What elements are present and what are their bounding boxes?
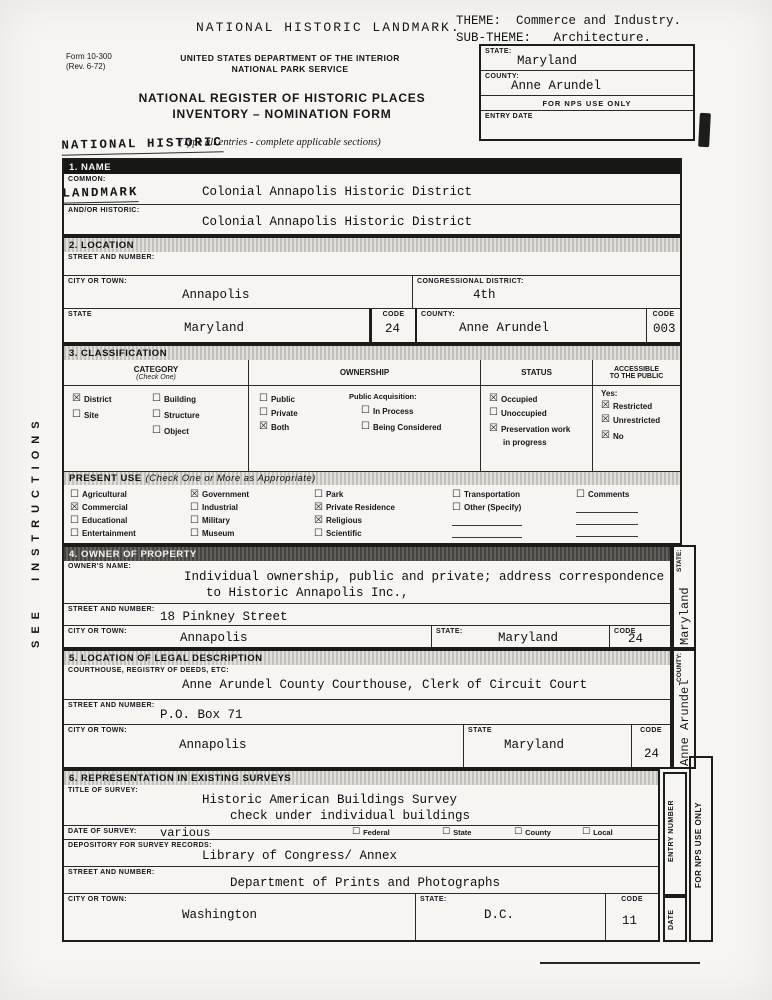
checkbox-being-considered[interactable]: [361, 422, 441, 432]
present-use-header: [64, 472, 680, 485]
section-2-header: 2. LOCATION: [64, 238, 680, 252]
owner-state-value: Maryland: [498, 631, 559, 645]
date-strip-label: DATE: [668, 909, 675, 930]
checkbox-icon: ☐: [514, 827, 523, 837]
congressional-district-label: CONGRESSIONAL DISTRICT:: [417, 278, 524, 285]
checkbox-label: District: [83, 394, 112, 404]
courthouse-label: COURTHOUSE, REGISTRY OF DEEDS, ETC:: [68, 667, 230, 674]
legal-street-value: P.O. Box 71: [160, 708, 243, 722]
checkbox-icon: ☐: [314, 488, 323, 500]
date-strip: [663, 896, 687, 942]
owner-code-label: CODE: [614, 628, 636, 635]
checkbox-label: Being Considered: [372, 422, 442, 432]
dept-line-2: NATIONAL PARK SERVICE: [231, 63, 349, 74]
owner-city-value: Annapolis: [180, 631, 248, 645]
common-name-value: Colonial Annapolis Historic District: [202, 185, 473, 199]
checkbox-icon: ☐: [72, 409, 81, 420]
checkbox-museum[interactable]: [190, 527, 249, 540]
survey-title-label: TITLE OF SURVEY:: [68, 787, 138, 794]
stamp-line-2: LANDMARK: [62, 185, 138, 203]
section-4-header: 4. OWNER OF PROPERTY: [64, 547, 670, 561]
state-county-box: [479, 44, 695, 141]
checkbox-icon: ☐: [489, 407, 498, 418]
checkbox-unoccupied[interactable]: [489, 408, 547, 418]
checkbox-district[interactable]: [72, 394, 112, 404]
accessible-header-1: ACCESSIBLE: [613, 365, 660, 373]
form-number-block: [66, 52, 112, 73]
checkbox-label: Building: [163, 394, 196, 404]
checkbox-label: Military: [201, 516, 230, 525]
survey-city-value: Washington: [182, 908, 258, 922]
owner-name-label: OWNER'S NAME:: [68, 563, 132, 570]
statebox-county-label: COUNTY:: [485, 73, 520, 80]
checkbox-icon: ☒: [259, 421, 268, 432]
section-1-header: 1. NAME: [64, 160, 680, 174]
status-header: STATUS: [521, 368, 552, 377]
checkbox-restricted[interactable]: [601, 401, 652, 411]
checkbox-icon: ☒: [601, 400, 610, 411]
checkbox-icon: ☐: [70, 514, 79, 526]
checkbox-label: In Process: [372, 406, 414, 416]
courthouse-value: Anne Arundel County Courthouse, Clerk of Circuit Court: [182, 678, 588, 692]
checkbox-label: Other (Specify): [463, 503, 522, 512]
owner-street-label: STREET AND NUMBER:: [68, 606, 155, 613]
checkbox-religious[interactable]: [314, 514, 395, 527]
subtheme-line: SUB-THEME: Architecture.: [456, 31, 652, 45]
legal-state-label: STATE: [468, 727, 492, 734]
section-5-header: 5. LOCATION OF LEGAL DESCRIPTION: [64, 651, 670, 665]
checkbox-building[interactable]: [152, 394, 196, 404]
survey-title-line-1: Historic American Buildings Survey: [202, 793, 458, 807]
owner-name-line-1: Individual ownership, public and private; address correspondence: [184, 570, 665, 584]
survey-state-label: STATE:: [420, 896, 447, 903]
section-3-header: 3. CLASSIFICATION: [64, 346, 680, 360]
checkbox-icon: ☐: [152, 409, 161, 420]
checkbox-in-process[interactable]: [361, 406, 413, 416]
public-acquisition-label: Public Acquisition:: [349, 392, 417, 401]
section-5-legal: [62, 649, 672, 769]
historic-name-value: Colonial Annapolis Historic District: [202, 215, 473, 229]
entry-number-strip: [663, 772, 687, 896]
nps-use-strip-label: FOR NPS USE ONLY: [694, 802, 703, 888]
checkbox-structure[interactable]: [152, 410, 200, 420]
side-state-value: Maryland: [678, 587, 692, 645]
checkbox-label: Religious: [325, 516, 362, 525]
checkbox-icon: ☐: [70, 527, 79, 539]
department-header: [120, 53, 460, 74]
city-label: CITY OR TOWN:: [68, 278, 127, 285]
legal-street-label: STREET AND NUMBER:: [68, 702, 155, 709]
section-2-location: [62, 236, 682, 344]
category-header: CATEGORY: [133, 364, 179, 374]
checkbox-unrestricted[interactable]: [601, 415, 660, 425]
checkbox-label: Park: [325, 490, 344, 499]
category-subheader: (Check One): [136, 373, 176, 381]
checkbox-icon: ☒: [72, 393, 81, 404]
theme-line: THEME: Commerce and Industry.: [456, 14, 682, 28]
checkbox-no[interactable]: [601, 431, 624, 441]
survey-code-value: 11: [622, 914, 638, 928]
state-value: Maryland: [184, 321, 245, 335]
nps-use-only-label: FOR NPS USE ONLY: [542, 98, 632, 108]
checkbox-public[interactable]: [259, 394, 295, 404]
checkbox-icon: ☐: [152, 393, 161, 404]
congressional-district-value: 4th: [473, 288, 496, 302]
form-revision: (Rev. 6-72): [66, 62, 106, 72]
survey-date-label: DATE OF SURVEY:: [68, 828, 137, 835]
side-state-label: STATE:: [676, 549, 683, 572]
checkbox-label: State: [453, 828, 472, 837]
checkbox-icon: ☒: [489, 393, 498, 404]
present-use-label: PRESENT USE: [69, 473, 142, 484]
depository-value: Library of Congress/ Annex: [202, 849, 398, 863]
checkbox-educational[interactable]: [70, 514, 136, 527]
county-label: COUNTY:: [421, 311, 456, 318]
blank-line: [576, 525, 638, 537]
checkbox-icon: ☒: [314, 514, 323, 526]
section-1-name: [62, 158, 682, 236]
checkbox-military[interactable]: [190, 514, 249, 527]
county-code-label: CODE: [652, 311, 675, 318]
checkbox-label: Unoccupied: [500, 408, 547, 418]
checkbox-label: County: [525, 828, 551, 837]
checkbox-icon: ☒: [601, 430, 610, 441]
checkbox-icon: ☒: [489, 423, 498, 434]
checkbox-park[interactable]: [314, 488, 395, 501]
checkbox-label: No: [612, 431, 624, 441]
survey-street-value: Department of Prints and Photographs: [230, 876, 501, 890]
checkbox-icon: ☐: [259, 393, 268, 404]
survey-title-line-2: check under individual buildings: [230, 809, 471, 823]
statebox-state-value: Maryland: [517, 54, 578, 68]
checkbox-icon: ☐: [190, 501, 199, 513]
state-code-label: CODE: [382, 311, 405, 318]
checkbox-icon: ☒: [190, 488, 199, 500]
legal-city-label: CITY OR TOWN:: [68, 727, 127, 734]
legal-code-label: CODE: [640, 727, 662, 734]
checkbox-federal[interactable]: [352, 828, 390, 837]
checkbox-local[interactable]: [582, 828, 613, 837]
register-title: NATIONAL REGISTER OF HISTORIC PLACES: [138, 91, 426, 105]
checkbox-icon: ☐: [314, 527, 323, 539]
common-label: COMMON:: [68, 176, 106, 183]
checkbox-icon: ☒: [70, 501, 79, 513]
checkbox-label: Site: [83, 410, 99, 420]
checkbox-occupied[interactable]: [489, 394, 537, 404]
survey-date-value: various: [160, 826, 211, 840]
checkbox-label: Government: [201, 490, 250, 499]
checkbox-label: Comments: [587, 490, 630, 499]
see-instructions-label: SEE INSTRUCTIONS: [30, 414, 42, 648]
checkbox-label: Industrial: [201, 503, 238, 512]
depository-label: DEPOSITORY FOR SURVEY RECORDS:: [68, 842, 212, 849]
checkbox-site[interactable]: [72, 410, 99, 420]
scan-artifact: [698, 113, 711, 148]
owner-state-label: STATE:: [436, 628, 463, 635]
checkbox-icon: ☐: [352, 827, 361, 837]
inventory-title: INVENTORY – NOMINATION FORM: [172, 107, 392, 122]
checkbox-label: Object: [163, 426, 189, 436]
statebox-county-value: Anne Arundel: [511, 79, 602, 93]
street-label: STREET AND NUMBER:: [68, 254, 155, 261]
checkbox-label: Federal: [363, 828, 390, 837]
checkbox-scientific[interactable]: [314, 527, 395, 540]
checkbox-label: Preservation work: [500, 424, 571, 434]
checkbox-government[interactable]: [190, 488, 249, 501]
accessible-yes-label: Yes:: [601, 389, 618, 398]
checkbox-object[interactable]: [152, 426, 189, 436]
city-value: Annapolis: [182, 288, 250, 302]
checkbox-label: Transportation: [463, 490, 520, 499]
section-6-surveys: [62, 769, 660, 942]
type-instructions-note: (Type all entries - complete applicable sections): [179, 137, 381, 148]
legal-code-value: 24: [644, 747, 660, 761]
legal-city-value: Annapolis: [179, 738, 247, 752]
checkbox-label: Private: [270, 408, 298, 418]
owner-city-label: CITY OR TOWN:: [68, 628, 127, 635]
checkbox-agricultural[interactable]: [70, 488, 136, 501]
checkbox-label: Agricultural: [81, 490, 127, 499]
checkbox-label: Educational: [81, 516, 128, 525]
county-value: Anne Arundel: [459, 321, 550, 335]
checkbox-county[interactable]: [514, 828, 551, 837]
historic-label: AND/OR HISTORIC:: [68, 207, 140, 214]
checkbox-icon: ☐: [361, 405, 370, 416]
checkbox-icon: ☐: [452, 488, 461, 500]
checkbox-icon: ☒: [601, 414, 610, 425]
checkbox-label: Both: [270, 422, 290, 432]
checkbox-icon: ☐: [361, 421, 370, 432]
checkbox-label: Local: [593, 828, 613, 837]
status-continuation: in progress: [503, 438, 547, 447]
owner-street-value: 18 Pinkney Street: [160, 610, 288, 624]
checkbox-private[interactable]: [259, 408, 298, 418]
checkbox-icon: ☐: [582, 827, 591, 837]
checkbox-label: Private Residence: [325, 503, 395, 512]
form-number: Form 10-300: [66, 52, 112, 61]
present-use-note: (Check One or More as Appropriate): [145, 473, 316, 484]
dept-line-1: UNITED STATES DEPARTMENT OF THE INTERIOR: [180, 53, 400, 63]
checkbox-label: Public: [270, 394, 295, 404]
checkbox-icon: ☐: [259, 407, 268, 418]
typed-landmark-header: NATIONAL HISTORIC LANDMARK.: [196, 20, 461, 35]
checkbox-label: Structure: [163, 410, 200, 420]
survey-code-label: CODE: [621, 896, 643, 903]
section-6-header: 6. REPRESENTATION IN EXISTING SURVEYS: [64, 771, 658, 785]
legal-state-value: Maryland: [504, 738, 565, 752]
owner-name-line-2: to Historic Annapolis Inc.,: [206, 586, 409, 600]
state-label: STATE: [68, 311, 92, 318]
checkbox-both[interactable]: [259, 422, 289, 432]
checkbox-entertainment[interactable]: [70, 527, 136, 540]
entry-date-label: ENTRY DATE: [485, 113, 533, 120]
checkbox-label: Occupied: [500, 394, 538, 404]
checkbox-label: Commercial: [81, 503, 128, 512]
ownership-header: OWNERSHIP: [339, 368, 390, 377]
checkbox-label: Museum: [201, 529, 235, 538]
checkbox-state[interactable]: [442, 828, 471, 837]
checkbox-industrial[interactable]: [190, 501, 249, 514]
scan-mark-line: [540, 962, 700, 964]
blank-line: [576, 513, 638, 525]
blank-line: [452, 514, 522, 526]
state-code-value: 24: [385, 322, 401, 336]
stamp-line-1: NATIONAL HISTORIC: [61, 136, 223, 156]
owner-code-value: 24: [628, 632, 644, 646]
checkbox-transportation[interactable]: [452, 488, 522, 501]
survey-state-value: D.C.: [484, 908, 515, 922]
county-code-value: 003: [653, 322, 676, 336]
survey-city-label: CITY OR TOWN:: [68, 896, 127, 903]
accessible-header-2: TO THE PUBLIC: [609, 372, 664, 380]
survey-street-label: STREET AND NUMBER:: [68, 869, 155, 876]
checkbox-icon: ☐: [576, 488, 585, 500]
checkbox-comments[interactable]: [576, 488, 638, 501]
checkbox-private-residence[interactable]: [314, 501, 395, 514]
checkbox-icon: ☐: [190, 527, 199, 539]
checkbox-icon: ☐: [190, 514, 199, 526]
side-county-value: Anne Arundel: [678, 679, 692, 766]
checkbox-icon: ☐: [442, 827, 451, 837]
blank-line: [452, 526, 522, 538]
checkbox-icon: ☐: [452, 501, 461, 513]
blank-line: [576, 501, 638, 513]
checkbox-label: Unrestricted: [612, 415, 661, 425]
checkbox-preservation-work[interactable]: [489, 424, 570, 434]
side-county-label: COUNTY:: [676, 652, 683, 682]
checkbox-icon: ☐: [152, 425, 161, 436]
entry-number-label: ENTRY NUMBER: [668, 799, 675, 862]
checkbox-icon: ☐: [70, 488, 79, 500]
section-4-owner: [62, 545, 672, 649]
checkbox-label: Restricted: [612, 401, 653, 411]
checkbox-label: Scientific: [325, 529, 362, 538]
checkbox-icon: ☒: [314, 501, 323, 513]
checkbox-label: Entertainment: [81, 529, 136, 538]
section-3-classification: [62, 344, 682, 545]
checkbox-other-specify[interactable]: [452, 501, 522, 514]
checkbox-commercial[interactable]: [70, 501, 136, 514]
statebox-state-label: STATE:: [485, 48, 512, 55]
